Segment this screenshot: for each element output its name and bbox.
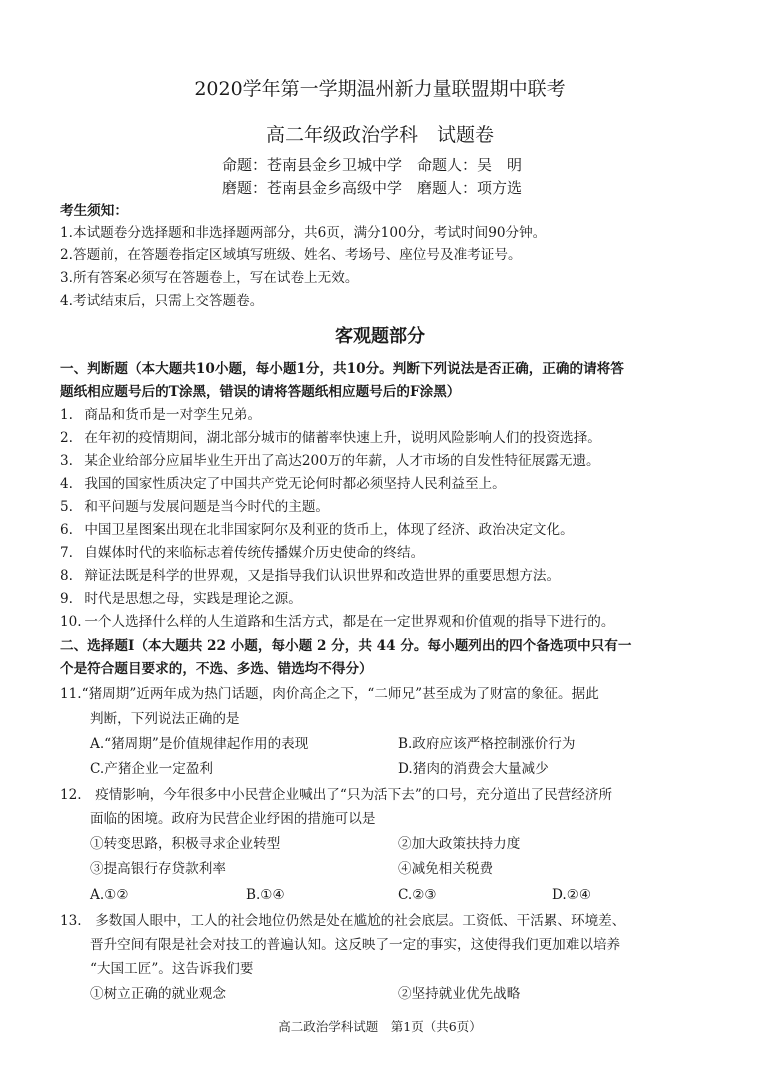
q11-stem-line1: 11.“猪周期”近两年成为热门话题，肉价高企之下，“二师兄”甚至成为了财富的象征。据此 [60,686,599,702]
question-number: 10. [60,614,82,630]
notice-heading: 考生须知： [60,203,128,219]
part1-heading-line2: 题纸相应题号后的T涂黑，错误的请将答题纸相应题号后的F涂黑） [60,384,461,400]
exam-title: 2020学年第一学期温州新力量联盟期中联考 [194,78,566,100]
q12-option-c: C.②③ [398,887,437,903]
question-number: 4. [60,476,73,492]
q13-item-2: ②坚持就业优先战略 [398,986,521,1002]
question-item [60,542,424,564]
question-text: 一个人选择什么样的人生道路和生活方式，都是在一定世界观和价值观的指导下进行的。 [84,614,615,630]
question-item [60,404,261,426]
q13-item-1: ①树立正确的就业观念 [90,986,226,1002]
question-item [60,496,329,518]
question-text: 我国的国家性质决定了中国共产党无论何时都必须坚持人民利益至上。 [84,476,506,492]
q12-item-4: ④减免相关税费 [398,861,494,877]
part1-heading-line1: 一、判断题（本大题共10小题，每小题1分，共10分。判断下列说法是否正确，正确的请将答 [60,361,624,377]
question-item [60,519,574,541]
question-number: 1. [60,407,73,423]
q12-option-b: B.①④ [246,887,285,903]
q11-option-c: C.产猪企业一定盈利 [90,761,213,777]
question-text: 在年初的疫情期间，湖北部分城市的储蓄率快速上升，说明风险影响人们的投资选择。 [84,430,601,446]
question-number: 9. [60,591,73,607]
exam-subtitle: 高二年级政治学科 试题卷 [265,124,494,146]
question-item [60,588,302,610]
reviewer-line: 磨题：苍南县金乡高级中学 磨题人：项方选 [222,179,523,197]
q12-item-3: ③提高银行存贷款利率 [90,861,226,877]
part2-heading-line2: 个是符合题目要求的，不选、多选、错选均不得分） [60,661,373,677]
question-text: 和平问题与发展问题是当今时代的主题。 [84,499,330,515]
question-item [60,565,560,587]
question-text: 中国卫星图案出现在北非国家阿尔及利亚的货币上，体现了经济、政治决定文化。 [84,522,574,538]
section-title: 客观题部分 [335,326,425,347]
notice-item: 2.答题前，在答题卷指定区域填写班级、姓名、考场号、座位号及准考证号。 [60,247,522,263]
q13-stem-line3: “大国工匠”。这告诉我们要 [90,961,254,977]
notice-item: 4.考试结束后，只需上交答题卷。 [60,293,264,309]
question-number: 7. [60,545,73,561]
question-text: 时代是思想之母，实践是理论之源。 [84,591,302,607]
q13-stem-line2: 晋升空间有限是社会对技工的普遍认知。这反映了一定的事实，这使得我们更加难以培养 [90,937,621,953]
question-number: 5. [60,499,73,515]
q12-stem-line1: 12. 疫情影响，今年很多中小民营企业喊出了“只为活下去”的口号，充分道出了民营经济所 [60,787,613,803]
q11-stem-line2: 判断，下列说法正确的是 [90,711,240,727]
question-text: 某企业给部分应届毕业生开出了高达200万的年薪，人才市场的自发性特征展露无遗。 [84,453,600,469]
setter-line: 命题：苍南县金乡卫城中学 命题人：吴 明 [222,156,523,174]
q12-item-2: ②加大政策扶持力度 [398,836,521,852]
question-number: 8. [60,568,73,584]
q11-option-b: B.政府应该严格控制涨价行为 [398,736,576,752]
part2-heading-line1: 二、选择题Ⅰ（本大题共 22 小题，每小题 2 分，共 44 分。每小题列出的四个备选项中只有一 [60,638,632,654]
page-footer: 高二政治学科试题 第1页（共6页） [278,1019,482,1034]
q13-stem-line1: 13. 多数国人眼中，工人的社会地位仍然是处在尴尬的社会底层。工资低、干活累、环境差、 [60,913,626,929]
q12-option-d: D.②④ [552,887,592,903]
q12-stem-line2: 面临的困境。政府为民营企业纾困的措施可以是 [90,811,376,827]
notice-item: 1.本试题卷分选择题和非选择题两部分，共6页，满分100分，考试时间90分钟。 [60,225,547,241]
notice-item: 3.所有答案必须写在答题卷上，写在试卷上无效。 [60,270,359,286]
question-text: 商品和货币是一对孪生兄弟。 [84,407,262,423]
question-item [60,427,601,449]
question-text: 辩证法既是科学的世界观，又是指导我们认识世界和改造世界的重要思想方法。 [84,568,561,584]
q11-option-a: A.“猪周期”是价值规律起作用的表现 [90,736,309,752]
q12-item-1: ①转变思路，积极寻求企业转型 [90,836,281,852]
question-number: 3. [60,453,73,469]
q12-option-a: A.①② [90,887,129,903]
question-text: 自媒体时代的来临标志着传统传播媒介历史使命的终结。 [84,545,425,561]
question-item [60,473,506,495]
question-item [60,450,600,472]
question-item [60,611,614,633]
q11-option-d: D.猪肉的消费会大量减少 [398,761,549,777]
question-number: 6. [60,522,73,538]
question-number: 2. [60,430,73,446]
